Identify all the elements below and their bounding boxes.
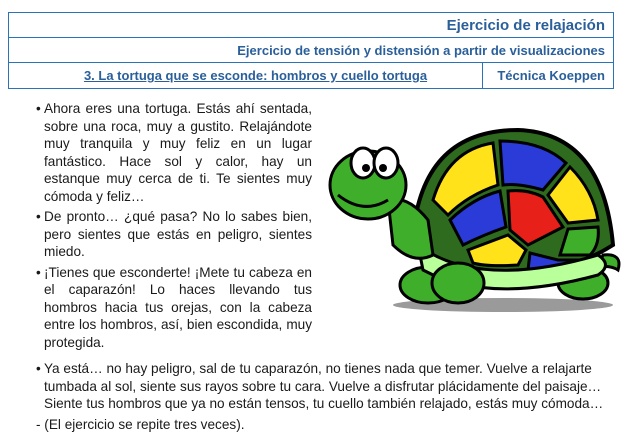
header-section-row bbox=[9, 63, 613, 88]
bullet: • bbox=[36, 361, 41, 376]
paragraph-2 bbox=[36, 208, 312, 261]
bullet: • bbox=[36, 264, 41, 280]
bullet: • bbox=[36, 101, 41, 116]
paragraph-4 bbox=[36, 360, 614, 413]
turtle-illustration bbox=[328, 105, 624, 315]
paragraph-2-text: De pronto… ¿qué pasa? No lo sabes bien, pero sientes que estás en peligro, sientes miedo. bbox=[44, 209, 312, 259]
header-table bbox=[8, 12, 614, 89]
upper-text bbox=[36, 100, 312, 351]
technique-label: Técnica Koeppen bbox=[497, 68, 605, 83]
paragraph-1-text: Ahora eres una tortuga. Estás ahí sentada, sobre una roca, muy a gustito. Relajándote muy tranquila y muy feliz en un lugar fantástico. Hace sol y calor, hay un estanque muy cerca de ti. Te sientes muy cómoda y feliz… bbox=[44, 101, 312, 204]
section-title: 3. La tortuga que se esconde: hombros y cuello tortuga bbox=[9, 63, 483, 88]
paragraph-3 bbox=[36, 264, 312, 352]
paragraph-1 bbox=[36, 100, 312, 205]
paragraph-4-text: Ya está… no hay peligro, sal de tu caparazón, no tienes nada que temer. Vuelve a relajarte tumbada al sol, siente sus rayos sobre tu cara. Vuelve a disfrutar plácidamente del paisaje… Siente tus hombros que ya no están tensos, tu cuello también relajado, estás muy cómoda… bbox=[44, 361, 604, 411]
bullet: • bbox=[36, 209, 41, 224]
header-subtitle: Ejercicio de tensión y distensión a partir de visualizaciones bbox=[9, 38, 613, 63]
paragraph-3-text: ¡Tienes que esconderte! ¡Mete tu cabeza en el caparazón! Lo haces llevando tus hombros hacia tus orejas, con la cabeza entre los hombros, así, bien escondida, muy protegida. bbox=[44, 264, 312, 350]
header-title: Ejercicio de relajación bbox=[9, 13, 613, 38]
paragraph-5: - (El ejercicio se repite tres veces). bbox=[36, 417, 245, 432]
